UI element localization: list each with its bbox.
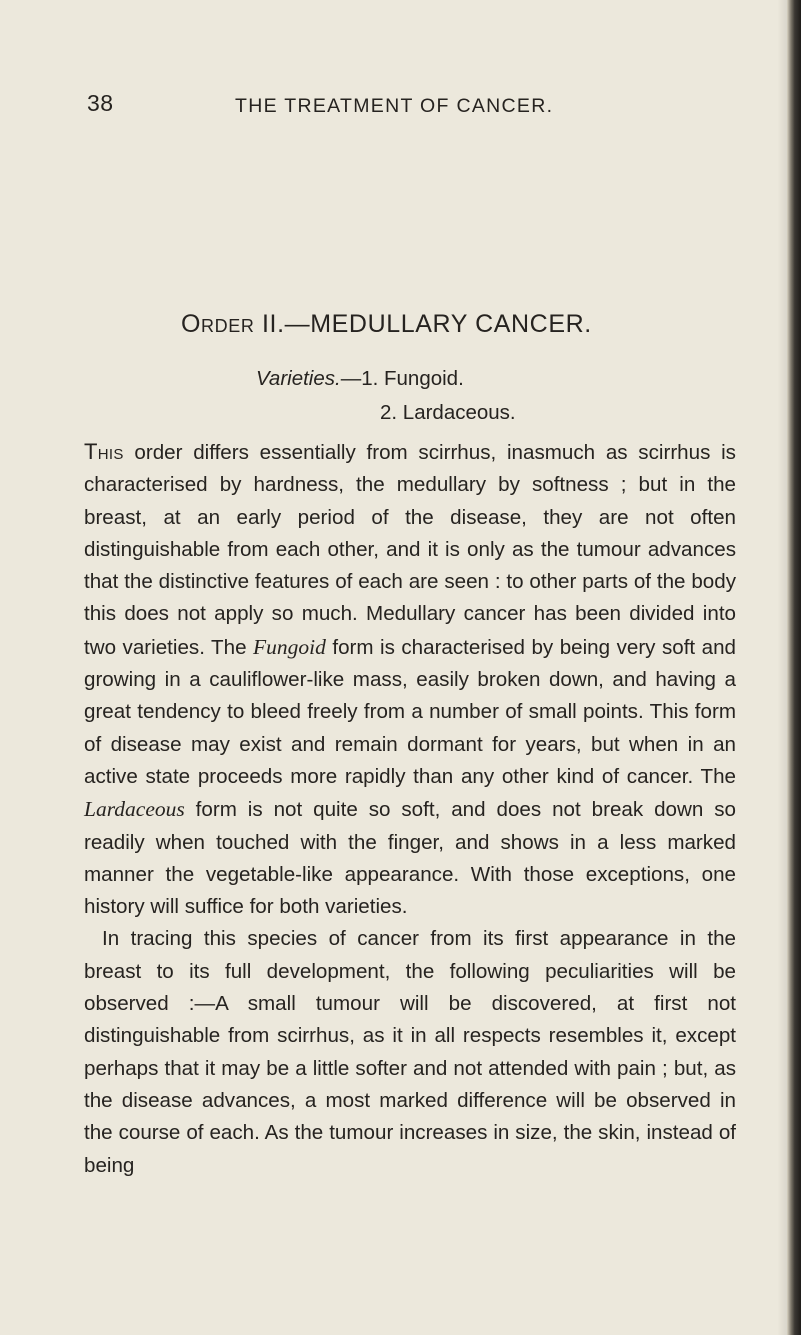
- page-number: 38: [87, 90, 114, 116]
- variety-item: 2. Lardaceous.: [380, 401, 516, 424]
- term-lardaceous: Lardaceous: [84, 797, 185, 822]
- variety-row-1: [256, 362, 516, 396]
- term-fungoid: Fungoid: [253, 634, 326, 659]
- heading-rest: II.—MEDULLARY CANCER.: [262, 310, 592, 338]
- order-label: Order: [181, 310, 255, 338]
- lead-word: This: [84, 439, 124, 464]
- running-head: [87, 90, 737, 130]
- variety-item: —1. Fungoid.: [340, 367, 464, 390]
- running-title: THE TREATMENT OF CANCER.: [235, 95, 554, 117]
- varieties-label: Varieties.: [256, 367, 341, 390]
- page-edge: [787, 0, 801, 1335]
- paragraph-2: In tracing this species of cancer from its first appearance in the breast to its full development, the following peculiarities will be observed :—A small tumour will be discovered, at first not distinguishable from scirrhus, as it in all respects resembles it, except perhaps that it may be a little softer and not attended with pain ; but, as the disease advances, a most marked difference will be observed in the course of each. As the tumour increases in size, the skin, instead of being: [84, 927, 736, 1177]
- variety-row-2: [256, 396, 516, 430]
- paragraph-1-text-a: order differs essentially from scirrhus, inasmuch as scirrhus is characterised by hardness, the medullary by softness ; but in the breast, at an early period of the disease, they are not often distinguishable from each other, and it is only as the tumour advances that the distinctive features of each are seen : to other parts of the body this does not apply so much. Medullary cancer has been divided into two varieties. The: [84, 441, 736, 659]
- paragraph-1: [84, 436, 736, 923]
- page-edge-shadow: [777, 0, 787, 1335]
- section-heading: [181, 310, 592, 339]
- paragraph-1-text-b: form is characterised by being very soft and growing in a cauliflower-like mass, easily broken down, and having a great tendency to bleed freely from a number of small points. This form of disease may exist and remain dormant for years, but when in an active state proceeds more rapidly than any other kind of cancer. The: [84, 635, 736, 788]
- varieties-list: [256, 362, 516, 430]
- paragraph-1-text-c: form is not quite so soft, and does not break down so readily when touched with the finger, and shows in a less marked manner the vegetable-like appearance. With those exceptions, one history will suffice for both varieties.: [84, 798, 736, 919]
- body-text: [84, 436, 736, 1182]
